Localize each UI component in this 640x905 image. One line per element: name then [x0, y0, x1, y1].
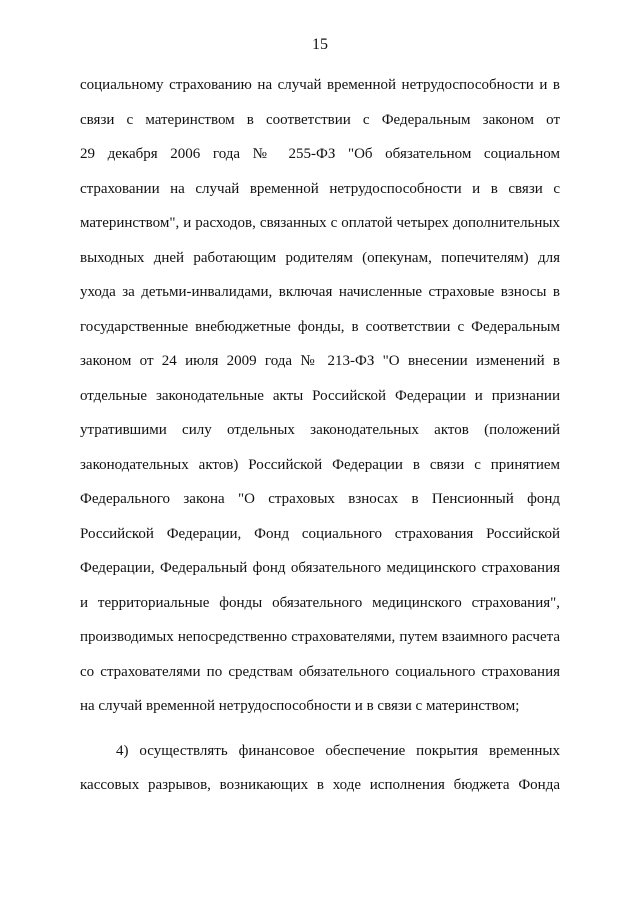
- text-line: законом от 24 июля 2009 года № 213-ФЗ "О внесении изменений в: [80, 353, 560, 369]
- page-number: 15: [312, 36, 328, 53]
- text-line: со страхователями по средствам обязательного социального страхования: [80, 663, 560, 680]
- text-line: производимых непосредственно страхователями, путем взаимного расчета: [80, 629, 560, 645]
- paragraph-item-4: [80, 740, 560, 809]
- text-line: и территориальные фонды обязательного медицинского страхования",: [80, 594, 560, 611]
- text-line: Российской Федерации, Фонд социального страхования Российской: [80, 525, 560, 542]
- text-line: законодательных актов) Российской Федерации в связи с принятием: [80, 456, 560, 473]
- paragraph-insurance-expenses: [80, 74, 560, 730]
- text-line: 4) осуществлять финансовое обеспечение покрытия временных: [116, 742, 560, 759]
- text-line: социальному страхованию на случай временной нетрудоспособности и в: [80, 77, 560, 93]
- text-line: ухода за детьми-инвалидами, включая начисленные страховые взносы в: [80, 284, 560, 300]
- text-line: связи с материнством в соответствии с Федеральным законом от: [80, 111, 560, 128]
- document-body: [80, 74, 560, 809]
- text-line: кассовых разрывов, возникающих в ходе исполнения бюджета Фонда: [80, 777, 560, 793]
- text-line: Федерации, Федеральный фонд обязательного медицинского страхования: [80, 560, 560, 576]
- text-line: Федерального закона "О страховых взносах в Пенсионный фонд: [80, 491, 560, 507]
- text-line: отдельные законодательные акты Российской Федерации и признании: [80, 387, 560, 404]
- text-line: страховании на случай временной нетрудоспособности и в связи с: [80, 180, 560, 197]
- text-line: выходных дней работающим родителям (опекунам, попечителям) для: [80, 249, 560, 266]
- paragraph-gap: [80, 730, 560, 740]
- text-line: государственные внебюджетные фонды, в соответствии с Федеральным: [80, 318, 560, 335]
- text-line: 29 декабря 2006 года № 255-ФЗ "Об обязательном социальном: [80, 146, 560, 162]
- text-line: утратившими силу отдельных законодательных актов (положений: [80, 422, 560, 438]
- text-line: на случай временной нетрудоспособности и в связи с материнством;: [80, 698, 520, 714]
- text-line: материнством", и расходов, связанных с оплатой четырех дополнительных: [80, 215, 560, 231]
